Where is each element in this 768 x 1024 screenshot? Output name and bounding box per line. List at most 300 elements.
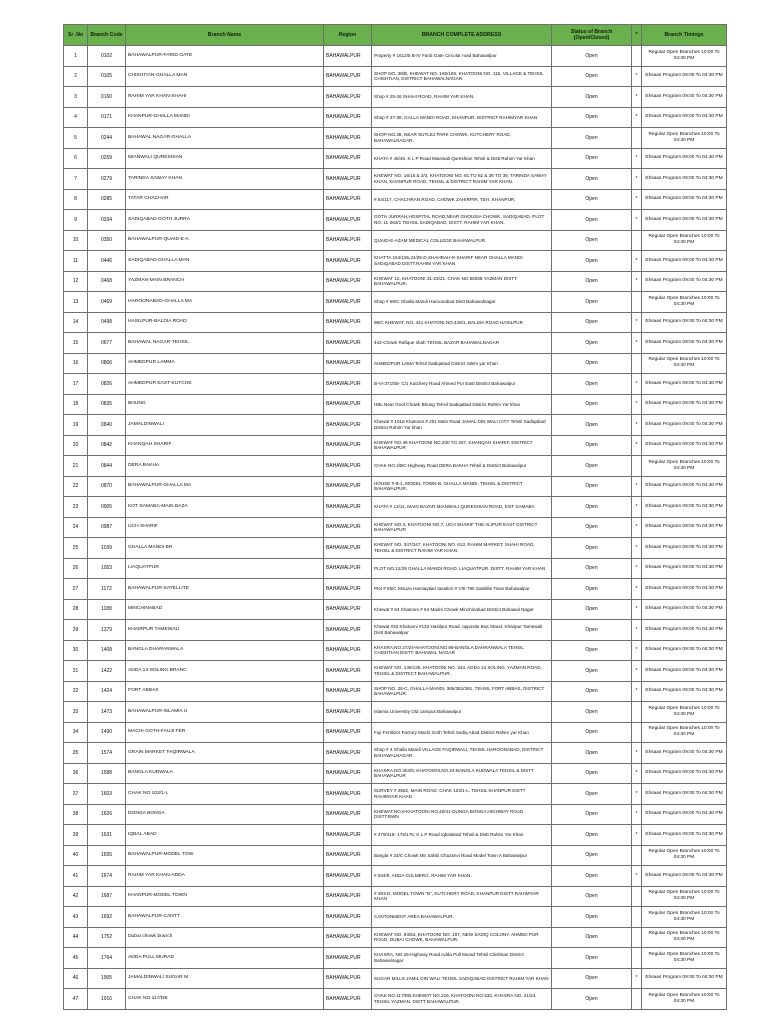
table-row [64, 825, 727, 846]
cell-branch-name: KOT SAMABA-MAIN BAZA [126, 497, 324, 518]
cell-address: Khewat # 64 Khatooni # 64 Madni Chowk Minchinabad District Bahawal Nagar [372, 599, 552, 620]
cell-status: Open [552, 661, 632, 682]
cell-timings: Regular Open Branches 10:00 To 04:30 PM [642, 886, 727, 907]
cell-star: * [632, 804, 642, 825]
cell-branch-code: 1574 [88, 743, 126, 764]
cell-branch-code: 1490 [88, 722, 126, 743]
cell-sr: 6 [64, 148, 88, 169]
cell-branch-code: 0905 [88, 497, 126, 518]
table-row [64, 538, 727, 559]
cell-timings: Regular Open Branches 10:00 To 04:30 PM [642, 927, 727, 948]
cell-region: BAHAWALPUR [324, 374, 372, 395]
cell-branch-code: 0279 [88, 169, 126, 190]
table-row [64, 681, 727, 702]
cell-star: * [632, 210, 642, 231]
cell-branch-code: 0806 [88, 353, 126, 374]
cell-address: QUAID-E-AZAM MEDICAL COLLEGE BAHAWALPUR [372, 230, 552, 251]
cell-star [632, 353, 642, 374]
cell-star: * [632, 312, 642, 333]
cell-star [632, 722, 642, 743]
cell-sr: 29 [64, 620, 88, 641]
cell-branch-name: GRAIN MARKET FAQIRWALA [126, 743, 324, 764]
cell-branch-code: 1408 [88, 640, 126, 661]
cell-branch-code: 1473 [88, 702, 126, 723]
cell-status: Open [552, 743, 632, 764]
cell-address: KHASRA,NO.404/8, KHATOONI,NO.24-BANGLA KUDWALA TEHSIL & DISTT BAHAWALPUR [372, 763, 552, 784]
cell-branch-name: UCH SHARIF [126, 517, 324, 538]
cell-timings: Ehsaas Program 09:00 To 04:30 PM [642, 517, 727, 538]
cell-region: BAHAWALPUR [324, 128, 372, 149]
cell-sr: 41 [64, 866, 88, 887]
cell-status: Open [552, 476, 632, 497]
cell-address: Shop # 4 Ghalla Mandi VILLAGE FAQIRWALI, TEHSIL HAROONABAD, DISTRICT BAHAWALNAGAR. [372, 743, 552, 764]
cell-timings: Ehsaas Program 09:00 To 04:30 PM [642, 169, 727, 190]
cell-timings: Ehsaas Program 09:00 To 04:30 PM [642, 661, 727, 682]
cell-sr: 22 [64, 476, 88, 497]
cell-region: BAHAWALPUR [324, 394, 372, 415]
table-row [64, 476, 727, 497]
cell-region: BAHAWALPUR [324, 661, 372, 682]
cell-star: * [632, 271, 642, 292]
cell-status: Open [552, 886, 632, 907]
table-row [64, 702, 727, 723]
cell-star: * [632, 251, 642, 272]
cell-branch-name: GHALLA MANDI BR [126, 538, 324, 559]
cell-status: Open [552, 312, 632, 333]
cell-star: * [632, 87, 642, 108]
cell-star: * [632, 517, 642, 538]
cell-timings: Regular Open Branches 10:00 To 04:30 PM [642, 128, 727, 149]
cell-address: KHEWAT NO. 347/347, KHATOONI NO. 613, RAHIM MARKET, SHAHI ROAD, TEHSIL & DISTRICT RAHIM YAR KHAN. [372, 538, 552, 559]
cell-star: * [632, 743, 642, 764]
cell-address: KHEWAT,NO.6-KHATOONI NO.40/41-DUNGA BONGA HIGHWAY ROAD DISTT.BWN [372, 804, 552, 825]
cell-branch-name: HASILPUR-BALDIA ROAD [126, 312, 324, 333]
cell-branch-code: 1916 [88, 989, 126, 1010]
cell-star: * [632, 640, 642, 661]
cell-region: BAHAWALPUR [324, 333, 372, 354]
cell-sr: 17 [64, 374, 88, 395]
cell-region: BAHAWALPUR [324, 927, 372, 948]
table-row [64, 866, 727, 887]
cell-sr: 12 [64, 271, 88, 292]
cell-sr: 47 [64, 989, 88, 1010]
cell-sr: 43 [64, 907, 88, 928]
cell-timings: Regular Open Branches 10:00 To 04:30 PM [642, 845, 727, 866]
cell-region: BAHAWALPUR [324, 784, 372, 805]
cell-branch-code: 1053 [88, 558, 126, 579]
cell-branch-name: DONGA BONGA [126, 804, 324, 825]
cell-sr: 2 [64, 66, 88, 87]
cell-address: CANTONMENT AREA BAHAWALPUR. [372, 907, 552, 928]
cell-sr: 14 [64, 312, 88, 333]
cell-timings: Ehsaas Program 09:00 To 04:30 PM [642, 333, 727, 354]
cell-star [632, 989, 642, 1010]
table-row [64, 763, 727, 784]
cell-timings: Ehsaas Program 09:00 To 04:30 PM [642, 476, 727, 497]
cell-timings: Ehsaas Program 09:00 To 04:30 PM [642, 312, 727, 333]
cell-branch-code: 0498 [88, 312, 126, 333]
cell-region: BAHAWALPUR [324, 517, 372, 538]
cell-status: Open [552, 107, 632, 128]
cell-region: BAHAWALPUR [324, 497, 372, 518]
cell-sr: 30 [64, 640, 88, 661]
cell-sr: 15 [64, 333, 88, 354]
cell-branch-name: MACHI GOTH-FAUJI FER [126, 722, 324, 743]
table-row [64, 497, 727, 518]
table-row [64, 210, 727, 231]
cell-status: Open [552, 538, 632, 559]
header-timings: Branch Timings [642, 25, 727, 46]
cell-branch-name: KHANPUR-MODEL TOWN [126, 886, 324, 907]
cell-address: Shop # 69/C Ghalla Mandi Haroonabad Distt Bahawalnagar [372, 292, 552, 313]
cell-address: 98/C KHEWAT, NO. 441 KHATONI,NO.449/1, BALDIA ROAD HASILPUR [372, 312, 552, 333]
cell-region: BAHAWALPUR [324, 456, 372, 477]
table-row [64, 722, 727, 743]
cell-branch-name: DERA BAKHA [126, 456, 324, 477]
cell-address: Khewat #33 Khatooni #133 Hasilpur Road, opposite Bus Stand, Khairpur Tamewali Distt Bahawalpur [372, 620, 552, 641]
cell-branch-code: 0244 [88, 128, 126, 149]
cell-address: KHEWAT NO. 16/15 & 3/3, KHATOONI NO. 81 TO 82 & 36 TO 39, TARINDA SAWAY KHAN, KHANPUR ROAD, TEHSIL & DISTRICT RAHIM YAR KHAN. [372, 169, 552, 190]
table-row [64, 87, 727, 108]
table-row [64, 251, 727, 272]
cell-branch-code: 0840 [88, 415, 126, 436]
cell-timings: Ehsaas Program 09:00 To 04:30 PM [642, 66, 727, 87]
cell-status: Open [552, 702, 632, 723]
table-row [64, 456, 727, 477]
cell-address: 442-Chowk Rafique shah TEHSIL BAZAR BAHAWALNAGAR [372, 333, 552, 354]
cell-timings: Ehsaas Program 09:00 To 04:30 PM [642, 825, 727, 846]
cell-sr: 35 [64, 743, 88, 764]
cell-region: BAHAWALPUR [324, 702, 372, 723]
cell-star: * [632, 558, 642, 579]
cell-star: * [632, 189, 642, 210]
cell-branch-name: CHISHTIAN-GHALLA MAN [126, 66, 324, 87]
cell-sr: 28 [64, 599, 88, 620]
cell-star [632, 702, 642, 723]
cell-star: * [632, 148, 642, 169]
cell-address: KHATTA 154/155,24/25-D,SHAHRAH-E-SHARIF NEAR GHALLA MANDI SADIQABAD DISTT.RAHIM YAR KHAN [372, 251, 552, 272]
cell-address: KHEWAT NO. 84/84, KHATOONI NO. 197, NEW SADIQ COLONY, AHMED PUR ROAD, DUBAI CHOWK, BAHAWALPUR. [372, 927, 552, 948]
table-row [64, 46, 727, 67]
cell-star: * [632, 784, 642, 805]
table-row [64, 292, 727, 313]
cell-sr: 44 [64, 927, 88, 948]
cell-status: Open [552, 825, 632, 846]
cell-sr: 38 [64, 804, 88, 825]
table-row [64, 148, 727, 169]
cell-address: Islamia University Old campus Bahawalpur [372, 702, 552, 723]
cell-branch-name: RAHIM YAR KHAN-ADDA [126, 866, 324, 887]
cell-branch-name: HAROONABAD-GHALLA MA [126, 292, 324, 313]
cell-region: BAHAWALPUR [324, 763, 372, 784]
table-row [64, 558, 727, 579]
cell-branch-name: Dubai chowk branch [126, 927, 324, 948]
cell-star: * [632, 394, 642, 415]
cell-branch-code: 0160 [88, 87, 126, 108]
cell-branch-code: 1655 [88, 845, 126, 866]
cell-status: Open [552, 927, 632, 948]
cell-region: BAHAWALPUR [324, 620, 372, 641]
header-branch-code: Branch Code [88, 25, 126, 46]
cell-address: Plot # 55/C Mouza Hamiaytian taxation # VIII-790 Satellite Town Bahawalpur [372, 579, 552, 600]
cell-star: * [632, 661, 642, 682]
cell-branch-code: 1588 [88, 763, 126, 784]
cell-address: # 479/418- 176/176, K L P Road Iqbalabad Tehsil & Distt Rahim Yar Khan [372, 825, 552, 846]
cell-status: Open [552, 87, 632, 108]
cell-sr: 45 [64, 948, 88, 969]
cell-sr: 7 [64, 169, 88, 190]
cell-sr: 36 [64, 763, 88, 784]
cell-branch-name: BANGLA DHARANWALA [126, 640, 324, 661]
cell-region: BAHAWALPUR [324, 87, 372, 108]
cell-branch-code: 1603 [88, 784, 126, 805]
cell-status: Open [552, 866, 632, 887]
cell-status: Open [552, 968, 632, 989]
table-row [64, 107, 727, 128]
cell-branch-name: BAHAWALPUR-SATELLITE [126, 579, 324, 600]
cell-sr: 32 [64, 681, 88, 702]
cell-branch-name: AHMEDPUR EAST-KUTCHE [126, 374, 324, 395]
cell-branch-code: 1424 [88, 681, 126, 702]
cell-branch-name: BANGLA KUDWALA [126, 763, 324, 784]
cell-star: * [632, 497, 642, 518]
cell-sr: 24 [64, 517, 88, 538]
cell-timings: Ehsaas Program 09:00 To 04:30 PM [642, 148, 727, 169]
cell-branch-code: 0259 [88, 148, 126, 169]
cell-branch-name: LIAQUATPUR [126, 558, 324, 579]
cell-timings: Ehsaas Program 09:00 To 04:30 PM [642, 497, 727, 518]
cell-branch-name: SADIQABAD-GHALLA MAN [126, 251, 324, 272]
cell-branch-code: 1188 [88, 599, 126, 620]
header-branch-name: Branch Name [126, 25, 324, 46]
table-row [64, 271, 727, 292]
cell-timings: Ehsaas Program 09:00 To 04:30 PM [642, 435, 727, 456]
cell-branch-code: 1172 [88, 579, 126, 600]
cell-sr: 21 [64, 456, 88, 477]
cell-branch-name: BAHAWALPUR-CANTT. [126, 907, 324, 928]
cell-branch-name: JAMALDINWALI SUGAR M [126, 968, 324, 989]
cell-region: BAHAWALPUR [324, 189, 372, 210]
cell-sr: 8 [64, 189, 88, 210]
table-row [64, 804, 727, 825]
cell-branch-name: JAMALDINWALI [126, 415, 324, 436]
cell-timings: Ehsaas Program 09:00 To 04:30 PM [642, 87, 727, 108]
cell-status: Open [552, 230, 632, 251]
cell-status: Open [552, 620, 632, 641]
cell-region: BAHAWALPUR [324, 804, 372, 825]
cell-sr: 31 [64, 661, 88, 682]
table-row [64, 394, 727, 415]
cell-status: Open [552, 210, 632, 231]
cell-branch-name: RAHIM YAR KHAN-SHAHI [126, 87, 324, 108]
cell-sr: 42 [64, 886, 88, 907]
cell-address: Bangla # 33/C Chowk Mir Sahib Ghazanvi Road Model Town A Bahawalpur [372, 845, 552, 866]
cell-address: # 393-D, MODEL TOWN "B", KUTCHERY ROAD, KHANPUR DISTT RAHIMYAR KHAN [372, 886, 552, 907]
cell-timings: Ehsaas Program 09:00 To 04:30 PM [642, 394, 727, 415]
cell-address: KHASRA, NO.26-Highway Road Adda Pull Murad Tehsil Chishtian District Bahawalnagar [372, 948, 552, 969]
cell-branch-name: BAHAWALPUR-GHALLA MA [126, 476, 324, 497]
cell-branch-name: SADIQABAD-GOTH JURRA [126, 210, 324, 231]
cell-star [632, 292, 642, 313]
cell-region: BAHAWALPUR [324, 169, 372, 190]
cell-sr: 19 [64, 415, 88, 436]
cell-branch-code: 1905 [88, 968, 126, 989]
cell-region: BAHAWALPUR [324, 907, 372, 928]
cell-branch-name: CHAK NO.117/DB [126, 989, 324, 1010]
cell-timings: Ehsaas Program 09:00 To 04:30 PM [642, 107, 727, 128]
cell-region: BAHAWALPUR [324, 107, 372, 128]
cell-star: * [632, 538, 642, 559]
table-row [64, 845, 727, 866]
cell-region: BAHAWALPUR [324, 825, 372, 846]
cell-sr: 23 [64, 497, 88, 518]
header-star: * [632, 25, 642, 46]
cell-address: Property # 1612/5 B-IV Farid Gate Circular road Bahawalpur [372, 46, 552, 67]
cell-region: BAHAWALPUR [324, 558, 372, 579]
cell-star [632, 128, 642, 149]
cell-star [632, 907, 642, 928]
cell-timings: Regular Open Branches 10:00 To 04:30 PM [642, 230, 727, 251]
table-row [64, 312, 727, 333]
cell-region: BAHAWALPUR [324, 435, 372, 456]
cell-address: # 534/9, ADDA GULMERG, RAHIM YAR KHAN. [372, 866, 552, 887]
cell-branch-name: BAHAWALPUR-QUAID-E-A [126, 230, 324, 251]
cell-branch-code: 0842 [88, 435, 126, 456]
cell-timings: Ehsaas Program 09:00 To 04:30 PM [642, 538, 727, 559]
cell-timings: Ehsaas Program 09:00 To 04:30 PM [642, 271, 727, 292]
cell-branch-name: ADDA PULL MURAD [126, 948, 324, 969]
cell-star: * [632, 866, 642, 887]
cell-address: B-VI-371/55- C/1 Kutchery Road Ahmed Pur East District Bahawalpur [372, 374, 552, 395]
cell-branch-name: KHAIRPUR TAMEWALI [126, 620, 324, 641]
cell-branch-code: 1039 [88, 538, 126, 559]
cell-status: Open [552, 46, 632, 67]
cell-address: KHEWAT NO.3, KHATOONI NO.7, UCH SHARIF THE ALIPUR EAST DISTRICT BAHAWALPUR [372, 517, 552, 538]
cell-star [632, 456, 642, 477]
cell-timings: Ehsaas Program 09:00 To 04:30 PM [642, 804, 727, 825]
cell-star: * [632, 333, 642, 354]
cell-address: CHAK NO.4/BC-Highway Road DERA BAKHA Tehsil & District Bahawalpur [372, 456, 552, 477]
cell-branch-code: 0677 [88, 333, 126, 354]
cell-status: Open [552, 989, 632, 1010]
table-row [64, 927, 727, 948]
cell-status: Open [552, 415, 632, 436]
branch-list-sheet [63, 24, 726, 1010]
cell-address: KHEWAT NO.49 KHATOONI NO.200 TO 207, KHANQAH SHARIF, DISTRICT BAHAWALPUR [372, 435, 552, 456]
cell-timings: Regular Open Branches 10:00 To 04:30 PM [642, 907, 727, 928]
cell-region: BAHAWALPUR [324, 230, 372, 251]
cell-status: Open [552, 271, 632, 292]
cell-branch-code: 1674 [88, 866, 126, 887]
cell-branch-code: 1631 [88, 825, 126, 846]
cell-branch-code: 0468 [88, 271, 126, 292]
cell-sr: 18 [64, 394, 88, 415]
cell-status: Open [552, 763, 632, 784]
cell-star: * [632, 374, 642, 395]
cell-status: Open [552, 558, 632, 579]
table-row [64, 784, 727, 805]
table-row [64, 435, 727, 456]
cell-status: Open [552, 599, 632, 620]
cell-branch-code: 1687 [88, 886, 126, 907]
cell-branch-name: CHAK NO.103/1-L [126, 784, 324, 805]
cell-status: Open [552, 907, 632, 928]
cell-branch-name: TARINDA SAWAY KHAN [126, 169, 324, 190]
cell-branch-name: BAHAWALPUR-MODEL TOW [126, 845, 324, 866]
table-row [64, 415, 727, 436]
cell-status: Open [552, 784, 632, 805]
table-row [64, 640, 727, 661]
cell-sr: 46 [64, 968, 88, 989]
cell-branch-code: 0171 [88, 107, 126, 128]
cell-region: BAHAWALPUR [324, 579, 372, 600]
table-row [64, 353, 727, 374]
cell-star: * [632, 681, 642, 702]
cell-region: BAHAWALPUR [324, 251, 372, 272]
cell-sr: 34 [64, 722, 88, 743]
cell-region: BAHAWALPUR [324, 292, 372, 313]
cell-timings: Regular Open Branches 10:00 To 04:30 PM [642, 292, 727, 313]
cell-timings: Ehsaas Program 09:00 To 04:30 PM [642, 579, 727, 600]
cell-branch-code: 0105 [88, 66, 126, 87]
cell-branch-code: 0835 [88, 394, 126, 415]
cell-branch-name: KHANQAH SHARIF [126, 435, 324, 456]
cell-timings: Ehsaas Program 09:00 To 04:30 PM [642, 189, 727, 210]
cell-address: SURVEY # 2662, MAIN ROAD, CHAK 103/1-L, TEHSIL KHANPUR DISTT RAHIMYAR KHAN [372, 784, 552, 805]
cell-star: * [632, 66, 642, 87]
cell-timings: Ehsaas Program 09:00 To 04:30 PM [642, 210, 727, 231]
cell-address: KHASRA,NO.27/24-KHATOONI,NO.89-BANGLA DAHRANWALA TEHSIL CHISHTIAN DISTT. BAHAWAL NAGAR [372, 640, 552, 661]
cell-timings: Regular Open Branches 10:00 To 04:30 PM [642, 456, 727, 477]
cell-status: Open [552, 128, 632, 149]
cell-status: Open [552, 333, 632, 354]
cell-star: * [632, 620, 642, 641]
cell-sr: 4 [64, 107, 88, 128]
cell-sr: 40 [64, 845, 88, 866]
cell-branch-name: IQBAL ABAD [126, 825, 324, 846]
cell-status: Open [552, 148, 632, 169]
header-region: Region [324, 25, 372, 46]
cell-star: * [632, 968, 642, 989]
cell-timings: Regular Open Branches 10:00 To 04:30 PM [642, 46, 727, 67]
cell-sr: 1 [64, 46, 88, 67]
cell-status: Open [552, 189, 632, 210]
table-row [64, 189, 727, 210]
cell-timings: Regular Open Branches 10:00 To 04:30 PM [642, 989, 727, 1010]
cell-region: BAHAWALPUR [324, 66, 372, 87]
table-row [64, 66, 727, 87]
cell-address: SHOP NO. 28-C, GHALLA MANDI, 365/381/381, TEHSIL FORT ABBAS, DISTRICT BAHAWALPUR. [372, 681, 552, 702]
cell-region: BAHAWALPUR [324, 415, 372, 436]
cell-branch-code: 0334 [88, 210, 126, 231]
cell-branch-name: KHANPUR-GHALLA MANDI [126, 107, 324, 128]
table-row [64, 620, 727, 641]
cell-star: * [632, 169, 642, 190]
cell-branch-name: BAHAWALPUR-ISLAMIA U [126, 702, 324, 723]
cell-star [632, 845, 642, 866]
table-row [64, 374, 727, 395]
cell-timings: Ehsaas Program 09:00 To 04:30 PM [642, 640, 727, 661]
cell-star: * [632, 476, 642, 497]
cell-region: BAHAWALPUR [324, 312, 372, 333]
cell-branch-name: MINCHINABAD [126, 599, 324, 620]
cell-timings: Regular Open Branches 10:00 To 04:30 PM [642, 722, 727, 743]
cell-star [632, 927, 642, 948]
cell-branch-code: 0826 [88, 374, 126, 395]
cell-address: HOUSE # B-1, MODEL TOWN-B, GHALLA MANDI, TEHSIL & DISTRICT BAHAWALPUR. [372, 476, 552, 497]
header-sr: Sr .No [64, 25, 88, 46]
cell-address: # 54/117, CHACHRAN ROAD, CHOWK ZAHIRPIR, TEH. KHANPUR. [372, 189, 552, 210]
